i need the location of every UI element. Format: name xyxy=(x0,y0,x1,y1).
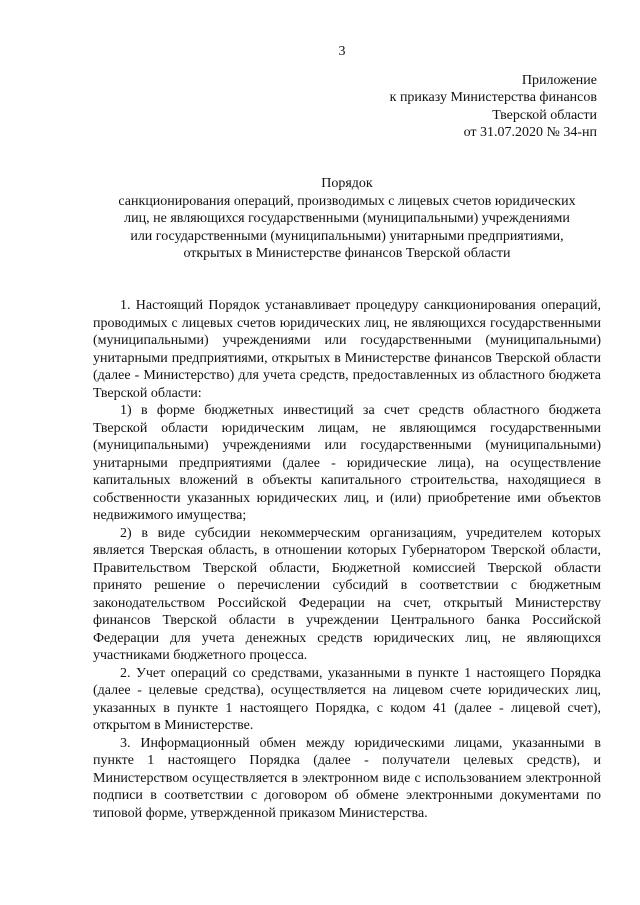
paragraph-3: 3. Информационный обмен между юридическими лицами, указанными в пункте 1 настоящего Порядка (далее - получатели целевых средств), и Министерством осуществляется в электронном виде с использованием электронной подписи в соответствии с договором об обмене электронными документами по типовой форме, утвержденной приказом Министерства. xyxy=(93,735,601,821)
paragraph-1: 1. Настоящий Порядок устанавливает процедуру санкционирования операций, проводимых с лицевых счетов юридических лиц, не являющихся государственными (муниципальными) учреждениями или государственными (муниципальными) унитарными предприятиями, открытых в Министерстве финансов Тверской области (далее - Министерство) для учета средств, предоставленных из областного бюджета Тверской области: xyxy=(93,298,601,401)
title-line: или государственными (муниципальными) унитарными предприятиями, xyxy=(130,228,564,244)
appendix-line: от 31.07.2020 № 34-нп xyxy=(463,125,597,141)
paragraph-1-2: 2) в виде субсидии некоммерческим организациям, учредителем которых является Тверская область, в отношении которых Губернатором Тверской области, Правительством Тверской области, Бюджетной комиссией Тверской области принято решение о перечислении субсидий в соответствии с бюджетным законодательством Российской Федерации на счет, открытый Министерству финансов Тверской области в учреждении Центрального банка Российской Федерации для учета денежных средств юридических лиц, не являющихся участниками бюджетного процесса. xyxy=(93,525,601,663)
title-line: санкционирования операций, производимых с лицевых счетов юридических xyxy=(118,193,576,209)
title-line: лиц, не являющихся государственными (муниципальными) учреждениями xyxy=(124,211,570,227)
title-heading: Порядок xyxy=(321,176,373,191)
document-title xyxy=(93,175,601,263)
paragraph-1-1: 1) в форме бюджетных инвестиций за счет средств областного бюджета Тверской области юридическим лицам, не являющимся государственными (муниципальными) учреждениями или государственными (муниципальными) унитарными предприятиями (далее - юридические лица), на осуществление капитальных вложений в объекты капитального строительства, находящиеся в собственности указанных юридических лиц, и (или) приобретение ими объектов недвижимого имущества; xyxy=(93,403,601,523)
appendix-line: к приказу Министерства финансов xyxy=(389,90,597,106)
paragraph-2: 2. Учет операций со средствами, указанными в пункте 1 настоящего Порядка (далее - целевые средства), осуществляется на лицевом счете юридических лиц, указанных в пункте 1 настоящего Порядка, с кодом 41 (далее - лицевой счет), открытом в Министерстве. xyxy=(93,665,601,733)
title-line: открытых в Министерстве финансов Тверской области xyxy=(183,246,511,262)
appendix-line: Приложение xyxy=(521,73,597,88)
appendix-header xyxy=(390,72,597,142)
appendix-line: Тверской области xyxy=(492,107,597,123)
document-body xyxy=(93,297,601,822)
page-number: 3 xyxy=(338,44,346,59)
